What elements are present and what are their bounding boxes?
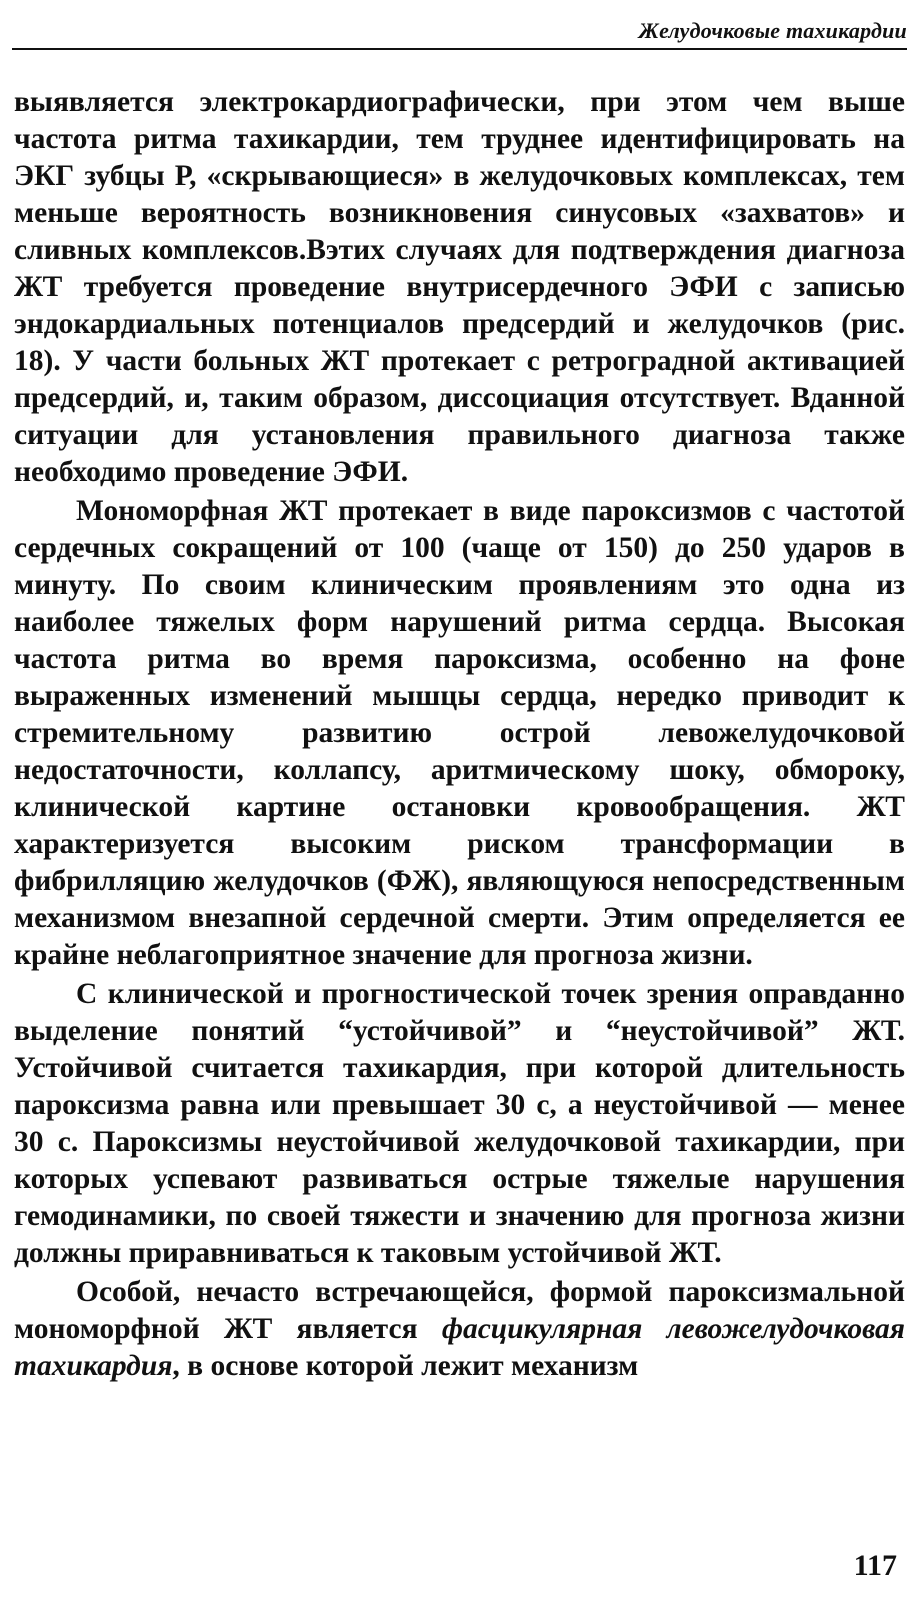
paragraph-4 xyxy=(14,1274,905,1385)
body-text xyxy=(14,84,905,1385)
highlighted-term: фасцикулярная левожелудочковая тахикардия xyxy=(14,1313,905,1382)
paragraph-4-tail: , в основе которой лежит механизм xyxy=(172,1350,639,1382)
paragraph-1: выявляется электрокардиографически, при этом чем выше частота ритма тахикардии, тем труднее идентифицировать на ЭКГ зубцы Р, «скрывающиеся» в желудочковых комплексах, тем меньше вероятность возникновения синусовых «захватов» и сливных комплексов.Вэтих случаях для подтверждения диагноза ЖТ требуется проведение внутрисердечного ЭФИ с записью эндокардиальных потенциалов предсердий и желудочков (рис. 18). У части больных ЖТ протекает с ретроградной активацией предсердий, и, таким образом, диссоциация отсутствует. Вданной ситуации для установления правильного диагноза также необходимо проведение ЭФИ. xyxy=(14,86,905,488)
paragraph-3: С клинической и прогностической точек зрения оправданно выделение понятий “устойчивой” и “неустойчивой” ЖТ. Устойчивой считается тахикардия, при которой длительность пароксизма равна или превышает 30 с, а неустойчивой — менее 30 с. Пароксизмы неустойчивой желудочковой тахикардии, при которых успевают развиваться острые тяжелые нарушения гемодинамики, по своей тяжести и значению для прогноза жизни должны приравниваться к таковым устойчивой ЖТ. xyxy=(14,978,905,1269)
running-head: Желудочковые тахикардии xyxy=(12,14,907,50)
paragraph-4-lead: Особой, нечасто встречающейся, формой пароксизмальной мономорфной ЖТ является xyxy=(14,1276,905,1345)
paragraph-2: Мономорфная ЖТ протекает в виде пароксизмов с частотой сердечных сокращений от 100 (чаще от 150) до 250 ударов в минуту. По своим клиническим проявлениям это одна из наиболее тяжелых форм нарушений ритма сердца. Высокая частота ритма во время пароксизма, особенно на фоне выраженных изменений мышцы сердца, нередко приводит к стремительному развитию острой левожелудочковой недостаточности, коллапсу, аритмическому шоку, обмороку, клинической картине остановки кровообращения. ЖТ характеризуется высоким риском трансформации в фибрилляцию желудочков (ФЖ), являющуюся непосредственным механизмом внезапной сердечной смерти. Этим определяется ее крайне неблагоприятное значение для прогноза жизни. xyxy=(14,495,905,971)
page-number: 117 xyxy=(853,1549,897,1582)
